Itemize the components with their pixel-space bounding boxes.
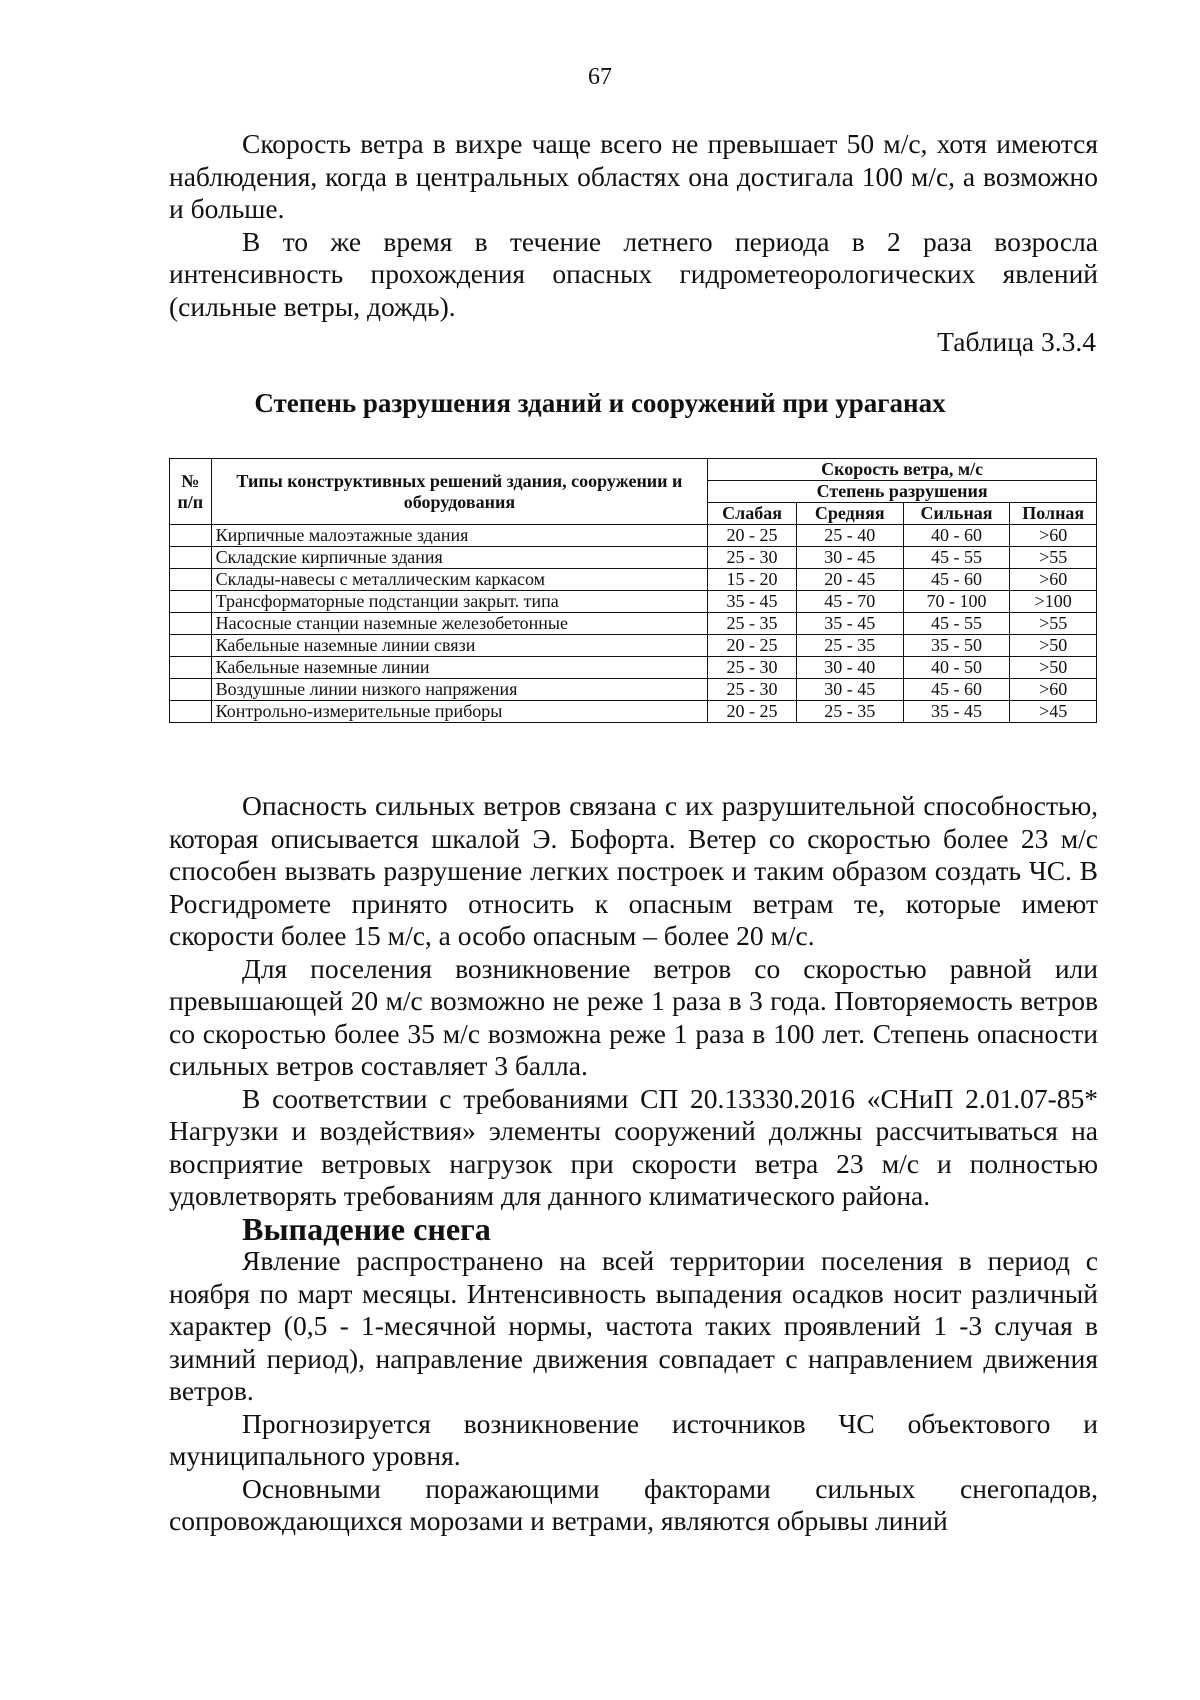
row-type: Кабельные наземные линии	[211, 657, 708, 679]
row-type: Насосные станции наземные железобетонные	[211, 613, 708, 635]
value-full: >100	[1010, 591, 1097, 613]
paragraph: Прогнозируется возникновение источников ЧС объектового и муниципального уровня.	[169, 1407, 1098, 1471]
value-strong: 45 - 60	[903, 679, 1010, 701]
value-full: >60	[1010, 525, 1097, 547]
row-num	[170, 613, 212, 635]
paragraph: Для поселения возникновение ветров со скоростью равной или превышающей 20 м/с возможно не реже 1 раза в 3 года. Повторяемость ветров со скоростью более 35 м/с возможна реже 1 раза в 100 лет. Степень опасности сильных ветров составляет 3 балла.	[169, 952, 1098, 1081]
value-strong: 45 - 55	[903, 613, 1010, 635]
paragraph: В соответствии с требованиями СП 20.13330.2016 «СНиП 2.01.07-85* Нагрузки и воздействия» элементы сооружений должны рассчитываться на восприятие ветровых нагрузок при скорости ветра 23 м/с и полностью удовлетворять требованиям для данного климатического района.	[169, 1082, 1098, 1211]
snow-heading: Выпадение снега	[242, 1210, 491, 1247]
value-weak: 25 - 30	[708, 547, 797, 569]
value-weak: 20 - 25	[708, 525, 797, 547]
table-title: Степень разрушения зданий и сооружений при ураганах	[254, 388, 946, 418]
value-medium: 30 - 45	[796, 547, 903, 569]
value-full: >55	[1010, 613, 1097, 635]
value-strong: 45 - 60	[903, 569, 1010, 591]
value-full: >50	[1010, 635, 1097, 657]
col-header-type: Типы конструктивных решений здания, сооружении и оборудования	[211, 459, 708, 525]
value-weak: 20 - 25	[708, 701, 797, 723]
intro-text	[169, 128, 1098, 323]
table-row	[170, 613, 1097, 635]
value-medium: 30 - 40	[796, 657, 903, 679]
table-caption: Таблица 3.3.4	[937, 326, 1096, 357]
paragraph: Скорость ветра в вихре чаще всего не превышает 50 м/с, хотя имеются наблюдения, когда в центральных областях она достигала 100 м/с, а возможно и больше.	[169, 128, 1098, 224]
table-row	[170, 591, 1097, 613]
value-weak: 25 - 30	[708, 657, 797, 679]
damage-table	[169, 458, 1097, 723]
value-medium: 20 - 45	[796, 569, 903, 591]
value-medium: 25 - 35	[796, 701, 903, 723]
row-type: Кабельные наземные линии связи	[211, 635, 708, 657]
row-type: Склады-навесы с металлическим каркасом	[211, 569, 708, 591]
table-row	[170, 701, 1097, 723]
speed-header: Скорость ветра, м/с	[708, 459, 1097, 481]
table-row	[170, 569, 1097, 591]
value-weak: 15 - 20	[708, 569, 797, 591]
row-num	[170, 635, 212, 657]
row-type: Контрольно-измерительные приборы	[211, 701, 708, 723]
value-full: >45	[1010, 701, 1097, 723]
value-medium: 25 - 40	[796, 525, 903, 547]
table-row	[170, 657, 1097, 679]
value-medium: 45 - 70	[796, 591, 903, 613]
table-row	[170, 547, 1097, 569]
value-strong: 35 - 45	[903, 701, 1010, 723]
paragraph: В то же время в течение летнего периода в 2 раза возросла интенсивность прохождения опасных гидрометеорологических явлений (сильные ветры, дождь).	[169, 225, 1098, 322]
degree-full: Полная	[1010, 503, 1097, 525]
value-medium: 25 - 35	[796, 635, 903, 657]
row-type: Трансформаторные подстанции закрыт. типа	[211, 591, 708, 613]
value-strong: 45 - 55	[903, 547, 1010, 569]
body-text	[169, 790, 1098, 1538]
value-medium: 30 - 45	[796, 679, 903, 701]
row-num	[170, 525, 212, 547]
value-medium: 35 - 45	[796, 613, 903, 635]
row-type: Кирпичные малоэтажные здания	[211, 525, 708, 547]
row-num	[170, 701, 212, 723]
paragraph: Основными поражающими факторами сильных снегопадов, сопровождающихся морозами и ветрами, являются обрывы линий	[169, 1472, 1098, 1536]
row-type: Воздушные линии низкого напряжения	[211, 679, 708, 701]
row-num	[170, 679, 212, 701]
degree-medium: Средняя	[796, 503, 903, 525]
degree-strong: Сильная	[903, 503, 1010, 525]
value-full: >60	[1010, 679, 1097, 701]
row-num	[170, 547, 212, 569]
value-full: >60	[1010, 569, 1097, 591]
row-type: Складские кирпичные здания	[211, 547, 708, 569]
value-strong: 35 - 50	[903, 635, 1010, 657]
value-weak: 35 - 45	[708, 591, 797, 613]
paragraph: Опасность сильных ветров связана с их разрушительной способностью, которая описывается шкалой Э. Бофорта. Ветер со скоростью более 23 м/с способен вызвать разрушение легких построек и таким образом создать ЧС. В Росгидромете принято относить к опасным ветрам те, которые имеют скорости более 15 м/с, а особо опасным – более 20 м/с.	[169, 790, 1098, 951]
value-weak: 25 - 30	[708, 679, 797, 701]
degree-weak: Слабая	[708, 503, 797, 525]
col-header-num: № п/п	[170, 459, 212, 525]
value-weak: 25 - 35	[708, 613, 797, 635]
value-strong: 70 - 100	[903, 591, 1010, 613]
value-weak: 20 - 25	[708, 635, 797, 657]
value-full: >55	[1010, 547, 1097, 569]
row-num	[170, 657, 212, 679]
value-strong: 40 - 50	[903, 657, 1010, 679]
table-row	[170, 679, 1097, 701]
table-row	[170, 635, 1097, 657]
degree-header: Степень разрушения	[708, 481, 1097, 503]
table-row	[170, 525, 1097, 547]
value-strong: 40 - 60	[903, 525, 1010, 547]
row-num	[170, 569, 212, 591]
paragraph: Явление распространено на всей территории поселения в период с ноября по март месяцы. Интенсивность выпадения осадков носит различный характер (0,5 - 1-месячной нормы, частота таких проявлений 1 -3 случая в зимний период), направление движения совпадает с направлением движения ветров.	[169, 1245, 1098, 1406]
row-num	[170, 591, 212, 613]
page-number: 67	[588, 64, 612, 90]
value-full: >50	[1010, 657, 1097, 679]
